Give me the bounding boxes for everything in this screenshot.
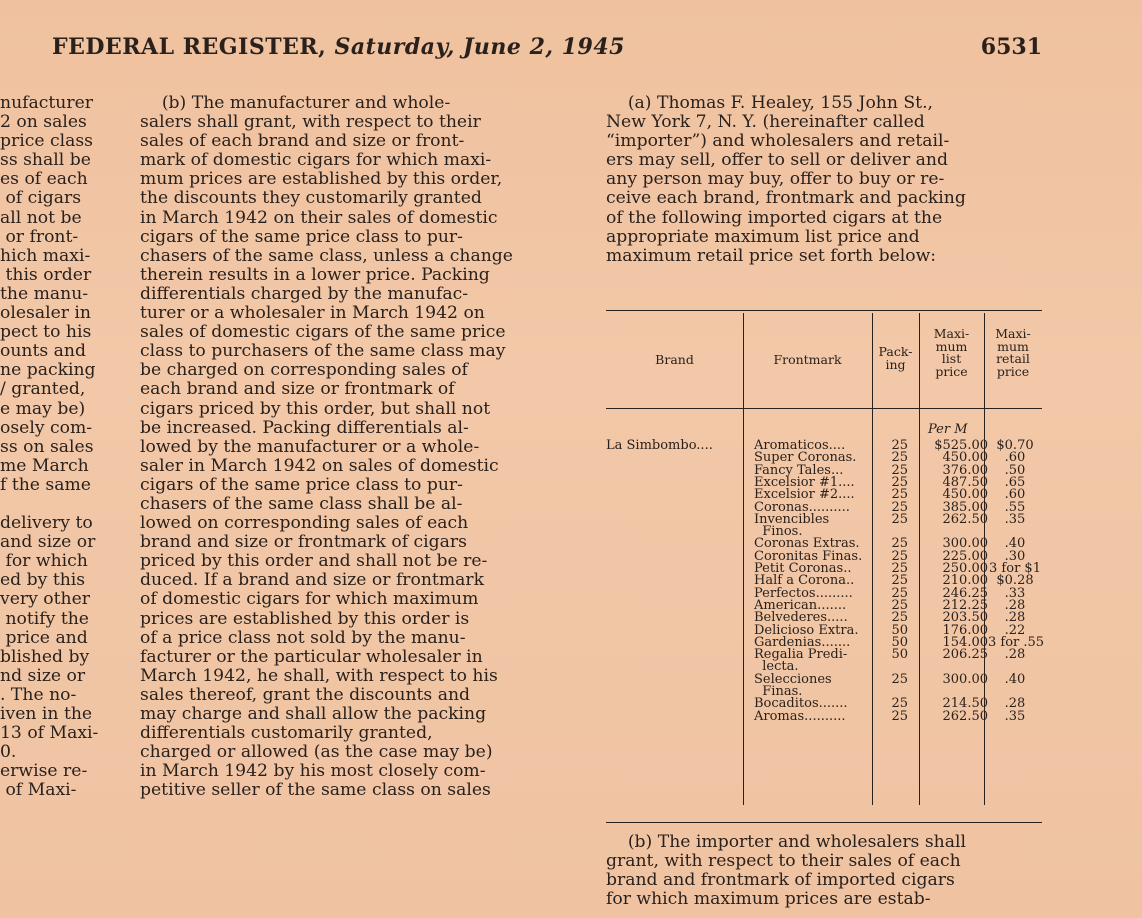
text-line: and size or	[0, 532, 96, 553]
frontmark-cell: Belvederes.....	[754, 610, 848, 626]
text-line: of cigars	[0, 188, 82, 209]
text-line: each brand and size or frontmark of	[140, 379, 455, 400]
text-line: of a price class not sold by the manu-	[140, 627, 466, 648]
list-price-cell: $525.00	[934, 438, 988, 453]
list-price-cell: 300.00	[942, 536, 988, 552]
retail-price-cell: .40	[1004, 671, 1026, 687]
frontmark-cell: Coronas Extras.	[754, 536, 860, 552]
text-line: any person may buy, offer to buy or re-	[606, 169, 945, 190]
list-price-cell: 203.50	[942, 610, 988, 626]
text-line: differentials charged by the manufac-	[140, 283, 469, 304]
table-bottom-rule	[606, 822, 1042, 823]
frontmark-cell: Coronas..........	[754, 499, 850, 515]
publication-title	[52, 34, 625, 60]
text-line: sales of each brand and size or front-	[140, 131, 465, 152]
table-row	[606, 649, 1042, 661]
text-line: of Maxi-	[0, 780, 77, 801]
text-line: for which maximum prices are estab-	[606, 889, 931, 910]
retail-price-cell: .22	[1004, 622, 1026, 638]
text-line: erwise re-	[0, 761, 88, 782]
text-line: of the following imported cigars at the	[606, 207, 943, 228]
text-line: me March	[0, 455, 89, 476]
retail-price-cell: .50	[1004, 462, 1026, 478]
text-line: priced by this order and shall not be re-	[140, 551, 488, 572]
text-line: (b) The importer and wholesalers shall	[606, 832, 966, 852]
frontmark-cell: Bocaditos.......	[754, 696, 848, 712]
text-line: very other	[0, 589, 90, 610]
text-line: the discounts they customarily granted	[140, 188, 482, 209]
frontmark-cell: Finas.	[754, 684, 803, 699]
text-line: price class	[0, 131, 93, 152]
frontmark-cell: Finos.	[754, 524, 803, 540]
retail-price-cell: .35	[1004, 708, 1026, 724]
packing-cell: 25	[891, 487, 908, 503]
frontmark-cell: Excelsior #1....	[754, 474, 855, 490]
retail-price-cell: $0.70	[996, 438, 1034, 453]
text-line: mum prices are established by this order,	[140, 169, 503, 190]
packing-cell: 25	[891, 474, 908, 490]
text-line: price and	[0, 627, 88, 648]
text-line: may charge and shall allow the packing	[140, 704, 487, 724]
text-line: hich maxi-	[0, 245, 91, 266]
text-line: sales of domestic cigars of the same price	[140, 322, 506, 343]
text-line: in March 1942 on their sales of domestic	[140, 207, 498, 228]
packing-cell: 25	[891, 536, 908, 552]
text-line: petitive seller of the same class on sales	[140, 780, 491, 801]
right-column-continuation	[606, 833, 1042, 909]
text-line: maximum retail price set forth below:	[606, 245, 937, 266]
list-price-cell: 206.25	[942, 647, 988, 663]
unit-label: Per M	[928, 422, 968, 437]
text-line: turer or a wholesaler in March 1942 on	[140, 303, 485, 324]
packing-cell: 25	[891, 585, 908, 601]
text-line: brand and frontmark of imported cigars	[606, 870, 955, 891]
retail-price-cell: .60	[1004, 487, 1026, 503]
frontmark-cell: Regalia Predi-	[754, 647, 848, 663]
packing-cell: 25	[891, 450, 908, 466]
packing-cell: 25	[891, 573, 908, 589]
text-line: pect to his	[0, 322, 92, 343]
list-price-cell: 262.50	[942, 708, 988, 724]
text-line: chasers of the same class, unless a change	[140, 245, 513, 266]
packing-cell: 25	[891, 696, 908, 712]
text-line: ers may sell, offer to sell or deliver and	[606, 150, 948, 171]
frontmark-cell: Fancy Tales...	[754, 462, 844, 478]
text-line: class to purchasers of the same class may	[140, 341, 506, 362]
list-price-cell: 250.00	[942, 561, 988, 576]
text-line: grant, with respect to their sales of each	[606, 851, 961, 872]
page-header	[52, 34, 1042, 74]
frontmark-cell: Aromaticos....	[754, 438, 846, 453]
text-line: notify the	[0, 608, 89, 629]
text-line: ounts and	[0, 341, 86, 362]
packing-cell: 25	[891, 511, 908, 527]
text-line: differentials customarily granted,	[140, 723, 433, 744]
retail-price-cell: .28	[1004, 696, 1026, 712]
frontmark-cell: Excelsior #2....	[754, 487, 855, 503]
retail-price-cell: .28	[1004, 610, 1026, 626]
retail-price-cell: .65	[1004, 474, 1026, 490]
packing-cell: 50	[891, 634, 908, 650]
text-line: appropriate maximum list price and	[606, 226, 920, 247]
publication-date: Saturday, June 2, 1945	[334, 34, 625, 60]
text-line: 2 on sales	[0, 112, 87, 133]
text-line: March 1942, he shall, with respect to his	[140, 665, 498, 686]
text-line: . The no-	[0, 684, 77, 705]
retail-price-cell: .28	[1004, 647, 1026, 663]
list-price-cell: 246.25	[942, 585, 988, 601]
text-line: ss shall be	[0, 150, 91, 171]
text-line	[0, 495, 112, 514]
table-row	[606, 671, 1042, 687]
frontmark-cell: Coronitas Finas.	[754, 548, 863, 564]
list-price-cell: 300.00	[942, 671, 988, 687]
packing-cell: 25	[891, 610, 908, 626]
text-line: charged or allowed (as the case may be)	[140, 742, 493, 763]
text-line: (b) The manufacturer and whole-	[140, 93, 451, 113]
packing-cell: 25	[891, 708, 908, 724]
header-list-price: Maxi- mum list price	[933, 326, 970, 379]
list-price-cell: 176.00	[942, 622, 988, 638]
text-line: f the same	[0, 474, 91, 495]
packing-cell: 25	[891, 499, 908, 515]
list-price-cell: 450.00	[942, 487, 988, 503]
table-row	[606, 511, 1042, 527]
retail-price-cell: .33	[1004, 585, 1026, 601]
list-price-cell: 376.00	[942, 462, 988, 478]
list-price-cell: 487.50	[942, 474, 988, 490]
text-line: duced. If a brand and size or frontmark	[140, 570, 485, 591]
frontmark-cell: Invencibles	[754, 511, 830, 527]
list-price-cell: 225.00	[942, 548, 988, 564]
text-line: iven in the	[0, 704, 93, 724]
list-price-cell: 214.50	[942, 696, 988, 712]
text-line: (a) Thomas F. Healey, 155 John St.,	[606, 93, 934, 113]
header-retail-price: Maxi- mum retail price	[995, 326, 1031, 379]
text-line: for which	[0, 551, 88, 572]
list-price-cell: 385.00	[942, 499, 988, 515]
text-line: ss on sales	[0, 436, 94, 457]
frontmark-cell: Half a Corona..	[754, 573, 855, 589]
text-line: 13 of Maxi-	[0, 723, 99, 744]
text-line: prices are established by this order is	[140, 608, 470, 629]
text-line: ne packing	[0, 360, 96, 381]
table-top-rule	[606, 310, 1042, 311]
list-price-cell: 450.00	[942, 450, 988, 466]
frontmark-cell: Aromas..........	[754, 708, 846, 724]
text-line: nd size or	[0, 665, 86, 686]
text-line: “importer”) and wholesalers and retail-	[606, 131, 950, 152]
retail-price-cell: .28	[1004, 597, 1026, 613]
frontmark-cell: American.......	[754, 597, 847, 613]
text-line: the manu-	[0, 283, 89, 304]
text-line: es of each	[0, 169, 88, 190]
frontmark-cell: Super Coronas.	[754, 450, 857, 466]
list-price-cell: 212.25	[942, 597, 988, 613]
packing-cell: 25	[891, 438, 908, 453]
text-line: brand and size or frontmark of cigars	[140, 532, 467, 553]
text-line: nufacturer	[0, 94, 93, 113]
text-line: lowed on corresponding sales of each	[140, 513, 469, 534]
text-line: olesaler in	[0, 303, 91, 324]
text-line: New York 7, N. Y. (hereinafter called	[606, 112, 925, 133]
packing-cell: 50	[891, 622, 908, 638]
frontmark-cell: Selecciones	[754, 671, 832, 687]
frontmark-cell: Petit Coronas..	[754, 561, 852, 576]
text-line: in March 1942 by his most closely com-	[140, 761, 486, 782]
text-line: salers shall grant, with respect to their	[140, 112, 481, 133]
publication-name: FEDERAL REGISTER,	[52, 34, 327, 60]
retail-price-cell: 3 for $1	[989, 561, 1041, 576]
text-line: this order	[0, 264, 92, 285]
retail-price-cell: .30	[1004, 548, 1026, 564]
table-row	[606, 708, 1042, 724]
text-line: or front-	[0, 226, 79, 247]
frontmark-cell: Perfectos.........	[754, 585, 853, 601]
text-line: osely com-	[0, 417, 93, 438]
packing-cell: 25	[891, 548, 908, 564]
packing-cell: 25	[891, 597, 908, 613]
text-line: 0.	[0, 742, 17, 763]
page-number: 6531	[980, 34, 1042, 60]
retail-price-cell: .55	[1004, 499, 1026, 515]
text-line: therein results in a lower price. Packing	[140, 264, 490, 285]
text-line: lowed by the manufacturer or a whole-	[140, 436, 480, 457]
header-packing: Pack- ing	[878, 344, 913, 372]
retail-price-cell: 3 for .55	[988, 634, 1045, 650]
text-line: ceive each brand, frontmark and packing	[606, 188, 966, 209]
list-price-cell: 262.50	[942, 511, 988, 527]
table-header-rule	[606, 408, 1042, 409]
packing-cell: 50	[891, 647, 908, 663]
text-line: blished by	[0, 646, 90, 667]
text-line: be charged on corresponding sales of	[140, 360, 468, 381]
list-price-cell: 154.00	[942, 634, 988, 650]
retail-price-cell: .60	[1004, 450, 1026, 466]
text-line: e may be)	[0, 398, 86, 419]
frontmark-cell: Gardenias.......	[754, 634, 851, 650]
frontmark-cell: Delicioso Extra.	[754, 622, 859, 638]
text-line: chasers of the same class shall be al-	[140, 493, 463, 514]
text-line: be increased. Packing differentials al-	[140, 417, 469, 438]
text-line: / granted,	[0, 379, 86, 400]
header-frontmark: Frontmark	[773, 352, 842, 367]
text-line: cigars priced by this order, but shall not	[140, 398, 491, 419]
packing-cell: 25	[891, 561, 908, 576]
frontmark-cell: lecta.	[754, 659, 799, 675]
right-column-intro	[606, 94, 1042, 266]
packing-cell: 25	[891, 462, 908, 478]
text-line: delivery to	[0, 513, 93, 534]
text-line: of domestic cigars for which maximum	[140, 589, 479, 610]
brand-cell: La Simbombo....	[606, 438, 713, 453]
packing-cell: 25	[891, 671, 908, 687]
text-line: cigars of the same price class to pur-	[140, 474, 463, 495]
left-column-text	[0, 94, 112, 800]
text-line: all not be	[0, 207, 82, 228]
list-price-cell: 210.00	[942, 573, 988, 589]
text-line: sales thereof, grant the discounts and	[140, 684, 471, 705]
retail-price-cell: .35	[1004, 511, 1026, 527]
retail-price-cell: $0.28	[996, 573, 1034, 589]
text-line: mark of domestic cigars for which maxi-	[140, 150, 492, 171]
retail-price-cell: .40	[1004, 536, 1026, 552]
text-line: cigars of the same price class to pur-	[140, 226, 463, 247]
header-brand: Brand	[655, 352, 694, 367]
text-line: ed by this	[0, 570, 86, 591]
middle-column-text	[140, 94, 580, 800]
text-line: saler in March 1942 on sales of domestic	[140, 455, 499, 476]
text-line: facturer or the particular wholesaler in	[140, 646, 483, 667]
